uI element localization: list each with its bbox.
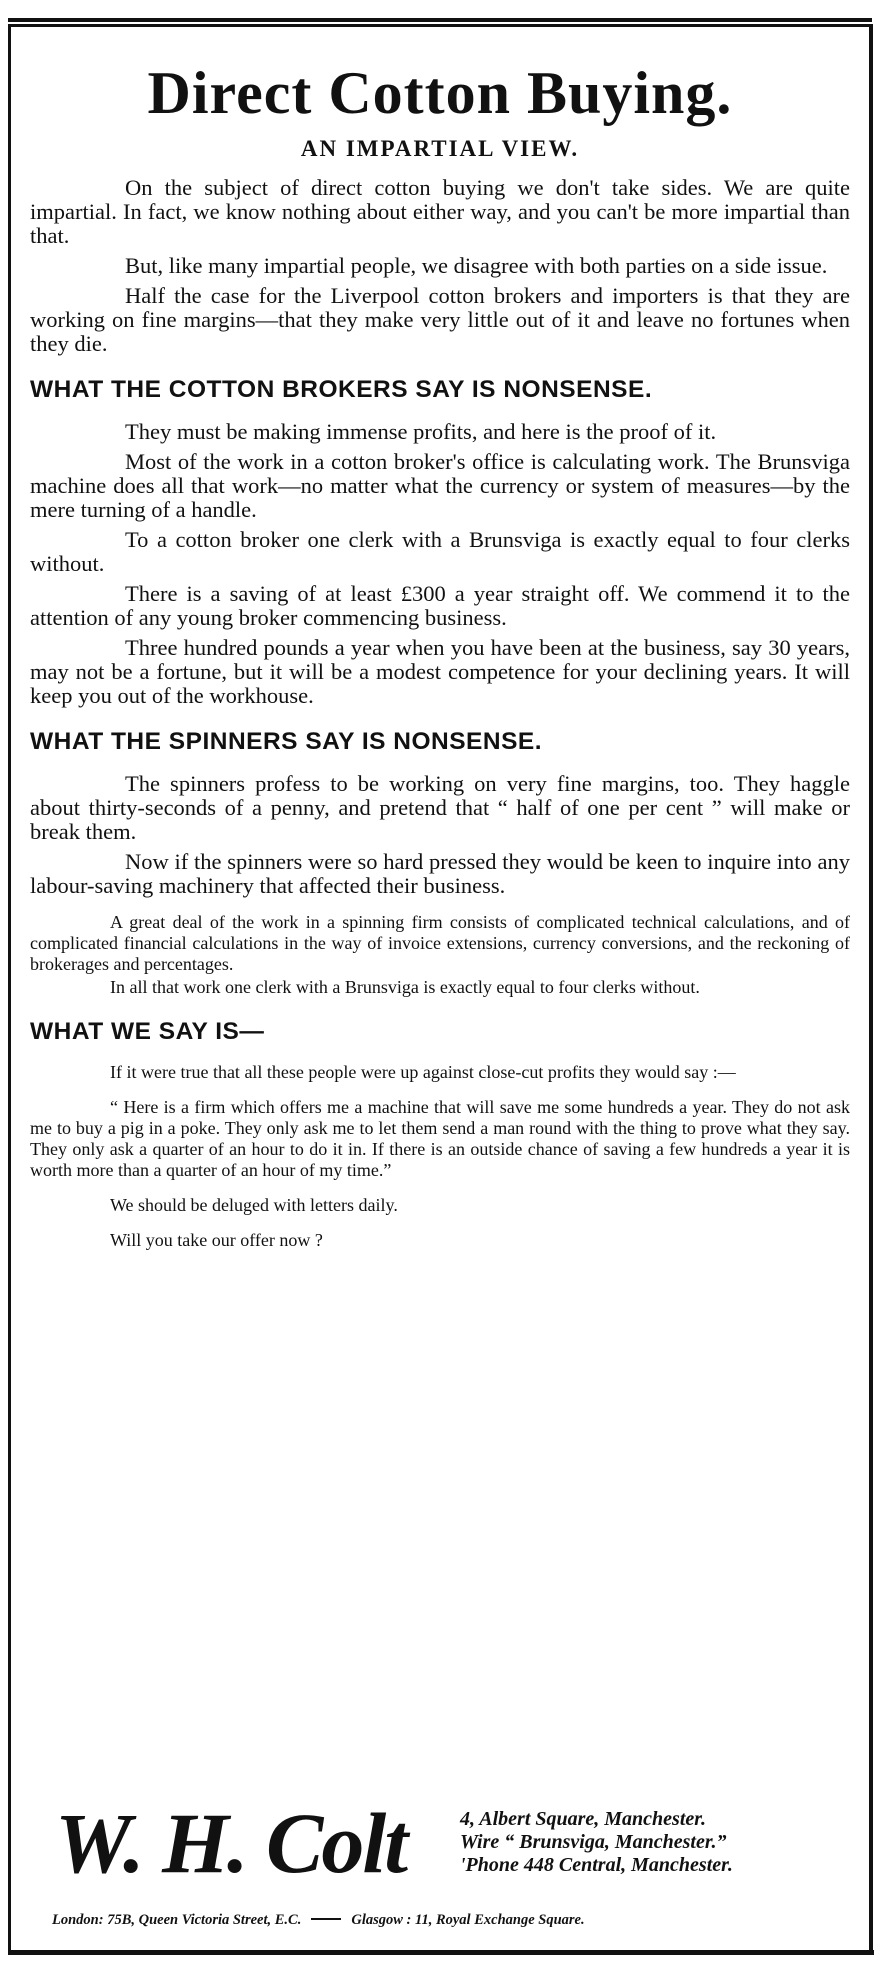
top-rule [8,18,872,22]
address-line: 'Phone 448 Central, Manchester. [460,1854,733,1876]
quote-paragraph: “ Here is a firm which offers me a machine that will save me some hundreds a year. They do not ask me to buy a pig in a poke. They only ask me to let them send a man round with the thing to prove what they say. They only ask a quarter of an hour to do it in. If there is an outside chance of saving a few hundreds a year it is worth more than a quarter of an hour of my time.” [30,1097,850,1180]
advert-title: Direct Cotton Buying. [147,60,733,126]
address-line: 4, Albert Square, Manchester. [460,1808,706,1830]
branch-offices [52,1912,872,1929]
brokers-paragraph: Three hundred pounds a year when you have been at the business, say 30 years, may not be a fortune, but it will be a modest competence for your declining years. It will keep you out of the workhouse. [30,635,850,708]
glasgow-office: Glasgow : 11, Royal Exchange Square. [351,1912,585,1928]
advert-body [30,40,850,1251]
spinners-small-paragraph: In all that work one clerk with a Brunsviga is exactly equal to four clerks without. [110,977,700,997]
intro-section [30,176,850,356]
closing-question: Will you take our offer now ? [110,1230,323,1250]
spinners-section [30,772,850,898]
brokers-paragraph: To a cotton broker one clerk with a Brunsviga is exactly equal to four clerks without. [30,527,850,576]
closing-line: We should be deluged with letters daily. [110,1195,398,1215]
intro-paragraph: But, like many impartial people, we disagree with both parties on a side issue. [125,253,828,278]
company-address [460,1808,860,1877]
intro-paragraph: On the subject of direct cotton buying we don't take sides. We are quite impartial. In fact, we know nothing about either way, and you can't be more impartial than that. [30,175,850,248]
brokers-paragraph: Most of the work in a cotton broker's office is calculating work. The Brunsviga machine does all that work—no matter what the currency or system of measures—by the mere turning of a handle. [30,449,850,522]
advert-subtitle: AN IMPARTIAL VIEW. [300,136,580,161]
address-line: Wire “ Brunsviga, Manchester.” [460,1831,727,1853]
section-heading-spinners: WHAT THE SPINNERS SAY IS NONSENSE. [30,728,543,755]
brokers-section [30,420,850,708]
section-heading-brokers: WHAT THE COTTON BROKERS SAY IS NONSENSE. [30,376,653,403]
intro-paragraph: Half the case for the Liverpool cotton brokers and importers is that they are working on fine margins—that they make very little out of it and leave no fortunes when they die. [30,283,850,356]
brokers-paragraph: There is a saving of at least £300 a year straight off. We commend it to the attention of any young broker commencing business. [30,581,850,630]
company-logo: W. H. Colt [55,1795,407,1891]
quote-block [30,1097,850,1181]
advert-footer [30,1795,860,1940]
brokers-paragraph: They must be making immense profits, and here is the proof of it. [125,419,717,444]
we-say-lead: If it were true that all these people were up against close-cut profits they would say :— [110,1062,736,1082]
spinners-paragraph: Now if the spinners were so hard pressed they would be keen to inquire into any labour-saving machinery that affected their business. [30,849,850,898]
spinners-small-paragraph: A great deal of the work in a spinning firm consists of complicated technical calculations, and of complicated financial calculations in the way of invoice extensions, currency conversions, and the reckoning of brokerages and percentages. [30,912,850,974]
section-heading-we-say: WHAT WE SAY IS— [30,1018,265,1045]
spinners-paragraph: The spinners profess to be working on very fine margins, too. They haggle about thirty-seconds of a penny, and pretend that “ half of one per cent ” will make or break them. [30,771,850,844]
we-say-section [30,1062,850,1251]
spinners-small-section [30,912,850,998]
bottom-rule [8,1950,874,1955]
divider [311,1918,341,1920]
london-office: London: 75B, Queen Victoria Street, E.C. [52,1912,302,1928]
